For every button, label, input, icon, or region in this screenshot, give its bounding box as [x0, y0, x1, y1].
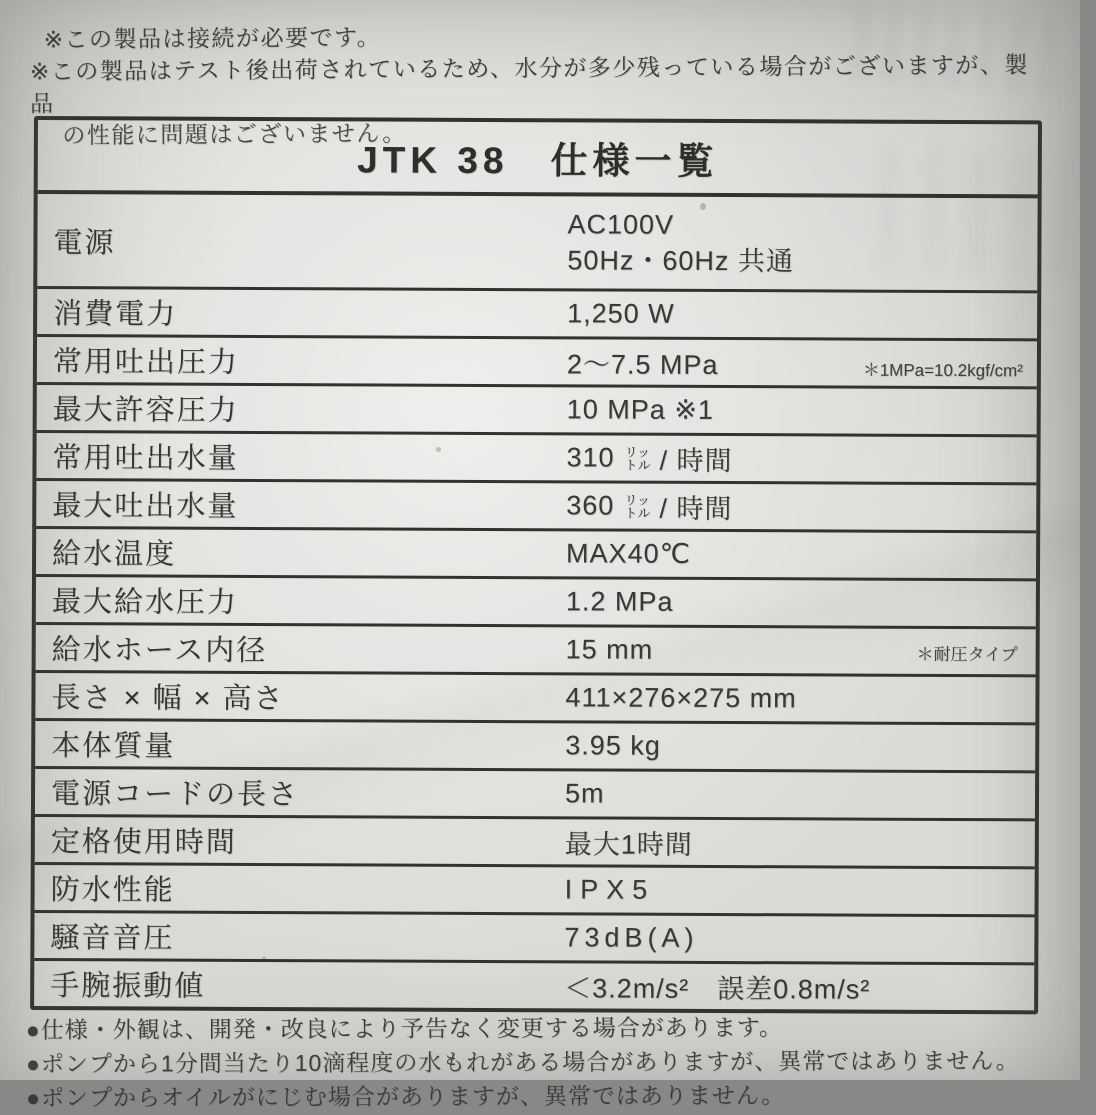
top-note-line: の性能に問題はございません。 — [62, 119, 407, 149]
spec-value: 15 mm — [565, 634, 654, 665]
spec-value — [536, 438, 1036, 479]
flow-suffix: / 時間 — [659, 493, 733, 525]
spec-row-working-flow — [36, 430, 1036, 482]
spec-value: MAX40℃ — [566, 538, 692, 569]
spec-label: 定格使用時間 — [50, 826, 237, 859]
spec-value: 1.2 MPa — [565, 586, 674, 617]
bottom-note-line: ●ポンプから1分間当たり10滴程度の水もれがある場合がありますが、異常ではありません。 — [25, 1047, 1020, 1077]
spec-label: 騒音音圧 — [50, 922, 175, 955]
spec-table — [30, 116, 1042, 1014]
spec-label: 手腕振動値 — [50, 970, 206, 1003]
spec-label: 電源 — [53, 226, 116, 259]
spec-label: 最大給水圧力 — [51, 586, 238, 619]
spec-row-dimensions — [35, 670, 1035, 722]
spec-row-hose-diameter — [36, 622, 1036, 674]
spec-value: IPX5 — [564, 874, 656, 905]
spec-label: 常用吐出圧力 — [52, 346, 240, 379]
liter-unit-bottom: トル — [624, 457, 651, 473]
table-title-row — [38, 120, 1038, 194]
spec-value: 3.95 kg — [565, 730, 661, 761]
spec-row-weight — [35, 718, 1035, 770]
spec-label: 防水性能 — [50, 874, 175, 907]
spec-value: 10 MPa ※1 — [566, 394, 714, 425]
spec-label: 長さ × 幅 × 高さ — [51, 682, 285, 716]
spec-value — [537, 206, 1037, 280]
liter-unit-top: リッ — [624, 444, 651, 460]
spec-label: 常用吐出水量 — [52, 442, 239, 475]
top-note-line: ※この製品はテスト後出荷されているため、水分が多少残っている場合がございますが、製品 — [29, 51, 1029, 117]
flow-suffix: / 時間 — [659, 445, 733, 477]
spec-row-max-pressure — [37, 382, 1037, 434]
spec-row-power — [37, 190, 1037, 290]
spec-label: 本体質量 — [51, 730, 176, 763]
spec-label: 消費電力 — [53, 298, 178, 331]
spec-value-line: AC100V — [567, 209, 675, 240]
flow-number: 310 — [566, 442, 615, 473]
spec-label: 最大吐出水量 — [52, 490, 239, 523]
spec-label: 最大許容圧力 — [52, 394, 239, 427]
spec-value — [536, 486, 1036, 527]
top-note-line: ※この製品は接続が必要です。 — [43, 24, 382, 53]
spec-value: 5m — [564, 778, 605, 809]
liter-unit-top: リッ — [624, 492, 650, 508]
spec-row-working-pressure — [37, 334, 1037, 386]
spec-row-noise — [34, 910, 1034, 962]
table-title: JTK 38 仕様一覧 — [357, 139, 719, 182]
spec-value-line: 50Hz・60Hz 共通 — [567, 245, 795, 277]
spec-value: 411×276×275 mm — [565, 682, 797, 714]
spec-row-water-temp — [36, 526, 1036, 578]
liter-unit — [624, 493, 650, 519]
spec-value: 1,250 W — [567, 298, 675, 329]
spec-value: 最大1時間 — [564, 829, 693, 860]
bottom-notes — [26, 1009, 1096, 1115]
spec-value: ＜3.2m/s² 誤差0.8m/s² — [564, 973, 871, 1005]
flow-number: 360 — [566, 490, 615, 521]
spec-value: 73dB(A) — [564, 922, 699, 953]
liter-unit — [625, 445, 651, 471]
liter-unit-bottom: トル — [624, 505, 651, 521]
spec-label: 給水ホース内径 — [51, 634, 268, 668]
spec-row-power-consumption — [37, 286, 1037, 338]
spec-label: 電源コードの長さ — [50, 778, 300, 812]
bottom-note-line: ●ポンプからオイルがにじむ場合がありますが、異常ではありません。 — [26, 1082, 786, 1111]
spec-row-waterproof — [35, 862, 1035, 914]
spec-row-cord-length — [35, 766, 1035, 818]
spec-label: 給水温度 — [52, 538, 177, 571]
bottom-note-line: ●仕様・外観は、開発・改良により予告なく変更する場合があります。 — [25, 1014, 783, 1043]
spec-row-vibration — [34, 958, 1034, 1010]
hose-type-note: ＊耐圧タイプ — [916, 644, 1018, 665]
spec-row-max-flow — [36, 478, 1036, 530]
spec-row-rated-time — [35, 814, 1035, 866]
spec-row-max-inlet-pressure — [36, 574, 1036, 626]
spec-value: 2～7.5 MPa — [566, 349, 719, 380]
pressure-conversion-note: ＊1MPa=10.2kgf/cm² — [862, 360, 1023, 381]
